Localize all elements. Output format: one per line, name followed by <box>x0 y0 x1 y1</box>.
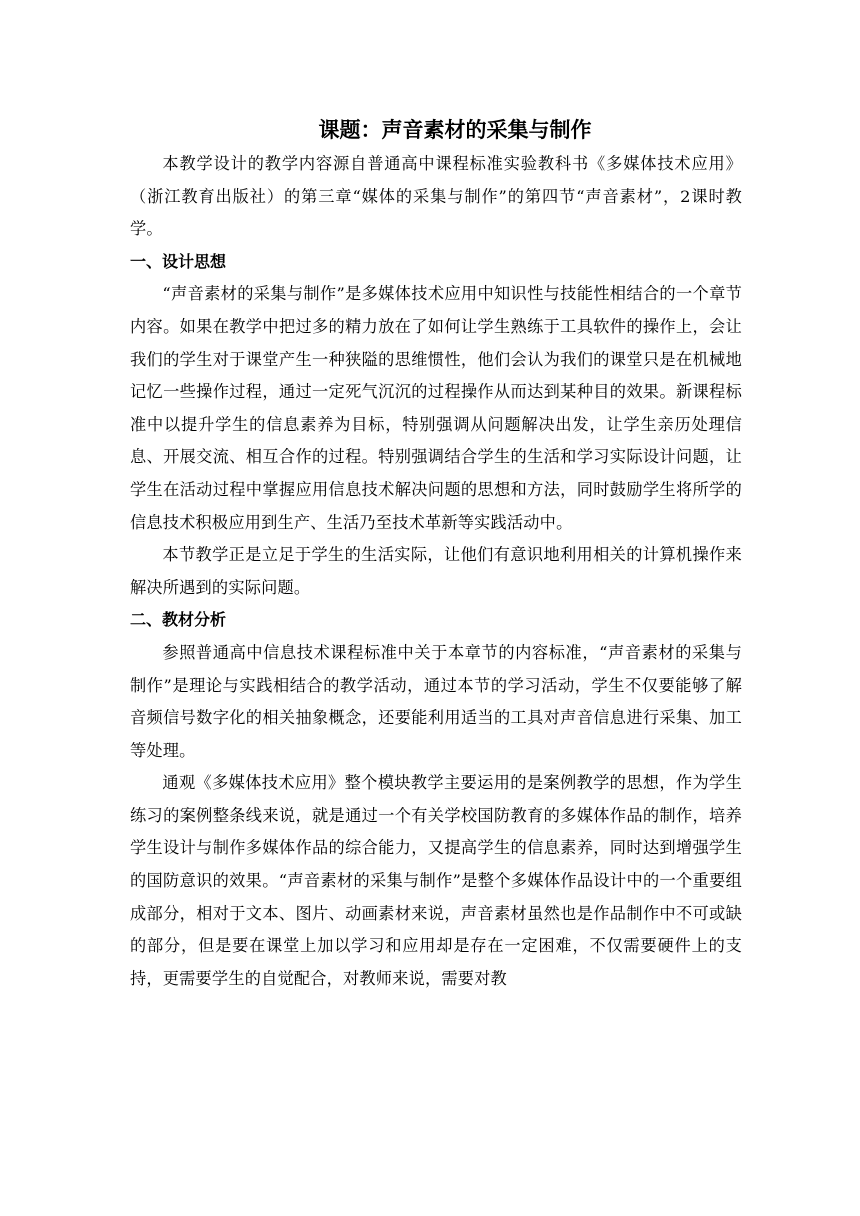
document-body <box>130 112 742 995</box>
textbook-analysis-paragraph-1: 参照普通高中信息技术课程标准中关于本章节的内容标准，“声音素材的采集与制作”是理论与实践相结合的教学活动，通过本节的学习活动，学生不仅要能够了解音频信号数字化的相关抽象概念，还要能利用适当的工具对声音信息进行采集、加工等处理。 <box>130 642 742 760</box>
document-title: 课题：声音素材的采集与制作 <box>318 118 592 142</box>
section-heading-textbook-analysis: 二、教材分析 <box>130 610 227 630</box>
design-idea-paragraph-2: 本节教学正是立足于学生的生活实际，让他们有意识地利用相关的计算机操作来解决所遇到的实际问题。 <box>130 545 742 597</box>
textbook-analysis-paragraph-2: 通观《多媒体技术应用》整个模块教学主要运用的是案例教学的思想，作为学生练习的案例整条线来说，就是通过一个有关学校国防教育的多媒体作品的制作，培养学生设计与制作多媒体作品的综合能力，又提高学生的信息素养，同时达到增强学生的国防意识的效果。“声音素材的采集与制作”是整个多媒体作品设计中的一个重要组成部分，相对于文本、图片、动画素材来说，声音素材虽然也是作品制作中不可或缺的部分，但是要在课堂上加以学习和应用却是存在一定困难，不仅需要硬件上的支持，更需要学生的自觉配合，对教师来说，需要对教 <box>130 773 742 988</box>
design-idea-paragraph-1: “声音素材的采集与制作”是多媒体技术应用中知识性与技能性相结合的一个章节内容。如果在教学中把过多的精力放在了如何让学生熟练于工具软件的操作上，会让我们的学生对于课堂产生一种狭隘的思维惯性，他们会认为我们的课堂只是在机械地记忆一些操作过程，通过一定死气沉沉的过程操作从而达到某种目的效果。新课程标准中以提升学生的信息素养为目标，特别强调从问题解决出发，让学生亲历处理信息、开展交流、相互合作的过程。特别强调结合学生的生活和学习实际设计问题，让学生在活动过程中掌握应用信息技术解决问题的思想和方法，同时鼓励学生将所学的信息技术积极应用到生产、生活乃至技术革新等实践活动中。 <box>130 284 742 532</box>
intro-paragraph: 本教学设计的教学内容源自普通高中课程标准实验教科书《多媒体技术应用》（浙江教育出版社）的第三章“媒体的采集与制作”的第四节“声音素材”，2课时教学。 <box>130 154 742 239</box>
section-heading-design-idea: 一、设计思想 <box>130 251 227 271</box>
